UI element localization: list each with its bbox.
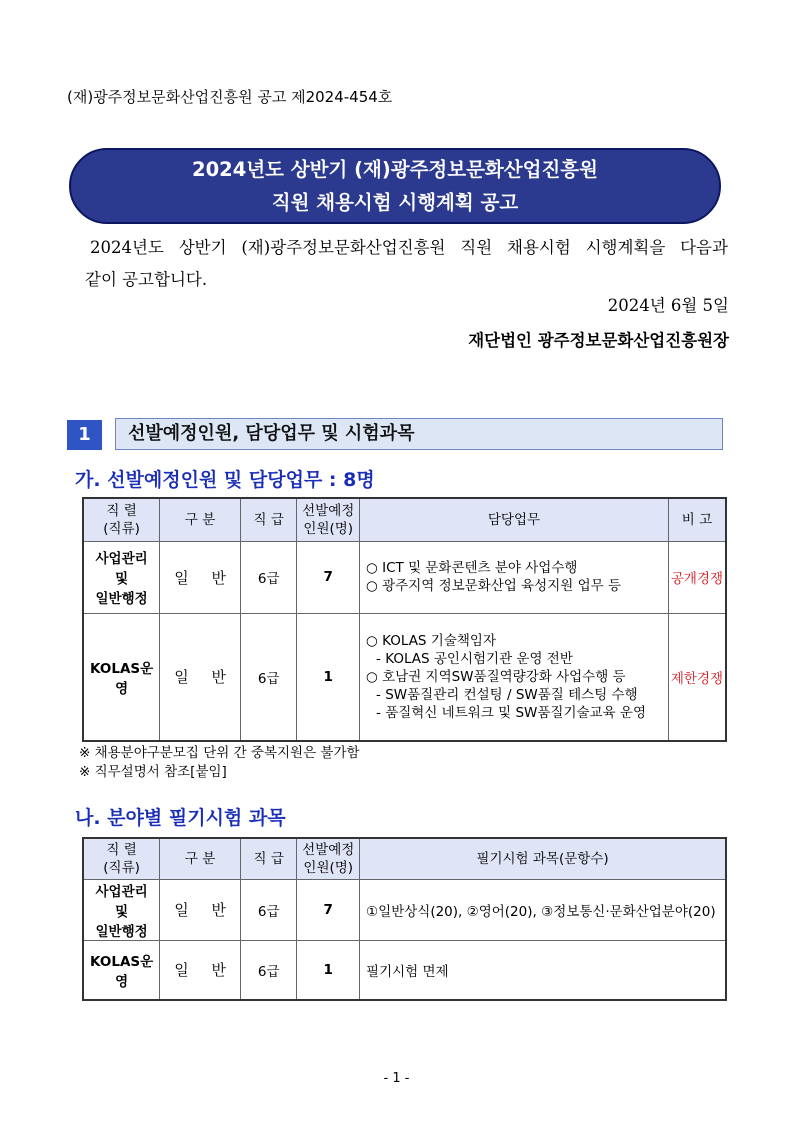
written-exam-table bbox=[82, 837, 727, 1001]
header-job: 직 렬 (직류) bbox=[83, 498, 160, 541]
category-cell: 일 반 bbox=[160, 613, 241, 741]
header-subjects: 필기시험 과목(문항수) bbox=[360, 838, 726, 879]
announcement-date: 2024년 6월 5일 bbox=[607, 296, 729, 315]
subjects-cell: 필기시험 면제 bbox=[360, 940, 726, 1000]
count-cell: 7 bbox=[297, 879, 360, 940]
header-count: 선발예정 인원(명) bbox=[297, 498, 360, 541]
intro-word: 직원 bbox=[460, 238, 493, 257]
header-duties: 담당업무 bbox=[360, 498, 669, 541]
intro-paragraph bbox=[85, 232, 728, 296]
subsection-a-heading: 가. 선발예정인원 및 담당업무 : 8명 bbox=[75, 469, 375, 491]
header-job: 직 렬 (직류) bbox=[83, 838, 160, 879]
title-banner bbox=[69, 148, 721, 224]
remark-cell: 공개경쟁 bbox=[668, 541, 726, 613]
count-cell: 1 bbox=[297, 940, 360, 1000]
count-cell: 1 bbox=[297, 613, 360, 741]
notice-number: (재)광주정보문화산업진흥원 공고 제2024-454호 bbox=[67, 88, 393, 106]
header-grade: 직 급 bbox=[240, 498, 297, 541]
job-cell: KOLAS운영 bbox=[83, 613, 160, 741]
note-line: ※ 채용분야구분모집 단위 간 중복지원은 불가함 bbox=[79, 745, 360, 761]
header-remark: 비 고 bbox=[668, 498, 726, 541]
grade-cell: 6급 bbox=[240, 541, 297, 613]
category-cell: 일 반 bbox=[160, 541, 241, 613]
title-line-2: 직원 채용시험 시행계획 공고 bbox=[271, 191, 519, 214]
table-row bbox=[83, 541, 726, 613]
job-cell: 사업관리 및 일반행정 bbox=[83, 879, 160, 940]
staffing-duties-table bbox=[82, 497, 727, 742]
header-count: 선발예정 인원(명) bbox=[297, 838, 360, 879]
subsection-b-heading: 나. 분야별 필기시험 과목 bbox=[75, 807, 286, 829]
table-row bbox=[83, 879, 726, 940]
intro-word: 다음과 bbox=[680, 238, 728, 257]
intro-line-1 bbox=[85, 232, 728, 264]
duties-cell: ○ ICT 및 문화콘텐츠 분야 사업수행 ○ 광주지역 정보문화산업 육성지원 업무 등 bbox=[360, 541, 669, 613]
page-number: - 1 - bbox=[383, 1071, 410, 1086]
duties-cell: ○ KOLAS 기술책임자 - KOLAS 공인시험기관 운영 전반 ○ 호남권 지역SW품질역량강화 사업수행 등 - SW품질관리 컨설팅 / SW품질 테스팅 수행 - 품질혁신 네트워크 및 SW품질기술교육 운영 bbox=[360, 613, 669, 741]
job-cell: 사업관리 및 일반행정 bbox=[83, 541, 160, 613]
intro-word: 2024년도 bbox=[90, 238, 164, 257]
table-header-row bbox=[83, 498, 726, 541]
intro-word: 채용시험 bbox=[507, 238, 571, 257]
header-category: 구 분 bbox=[160, 498, 241, 541]
intro-word: 상반기 bbox=[178, 238, 227, 257]
grade-cell: 6급 bbox=[240, 613, 297, 741]
table-header-row bbox=[83, 838, 726, 879]
note-line: ※ 직무설명서 참조[붙임] bbox=[79, 764, 227, 780]
header-category: 구 분 bbox=[160, 838, 241, 879]
category-cell: 일 반 bbox=[160, 879, 241, 940]
intro-word: 시행계획을 bbox=[585, 238, 666, 257]
intro-word: (재)광주정보문화산업진흥원 bbox=[241, 238, 446, 257]
title-line-1: 2024년도 상반기 (재)광주정보문화산업진흥원 bbox=[192, 158, 598, 181]
section-number-badge: 1 bbox=[67, 420, 102, 450]
table-row bbox=[83, 613, 726, 741]
header-grade: 직 급 bbox=[240, 838, 297, 879]
category-cell: 일 반 bbox=[160, 940, 241, 1000]
grade-cell: 6급 bbox=[240, 940, 297, 1000]
subjects-cell: ①일반상식(20), ②영어(20), ③정보통신·문화산업분야(20) bbox=[360, 879, 726, 940]
table-row bbox=[83, 940, 726, 1000]
grade-cell: 6급 bbox=[240, 879, 297, 940]
remark-cell: 제한경쟁 bbox=[668, 613, 726, 741]
section-title: 선발예정인원, 담당업무 및 시험과목 bbox=[115, 418, 723, 450]
organization-name: 재단법인 광주정보문화산업진흥원장 bbox=[468, 331, 729, 350]
count-cell: 7 bbox=[297, 541, 360, 613]
job-cell: KOLAS운영 bbox=[83, 940, 160, 1000]
intro-line-2: 같이 공고합니다. bbox=[85, 270, 208, 289]
notes bbox=[79, 744, 360, 782]
